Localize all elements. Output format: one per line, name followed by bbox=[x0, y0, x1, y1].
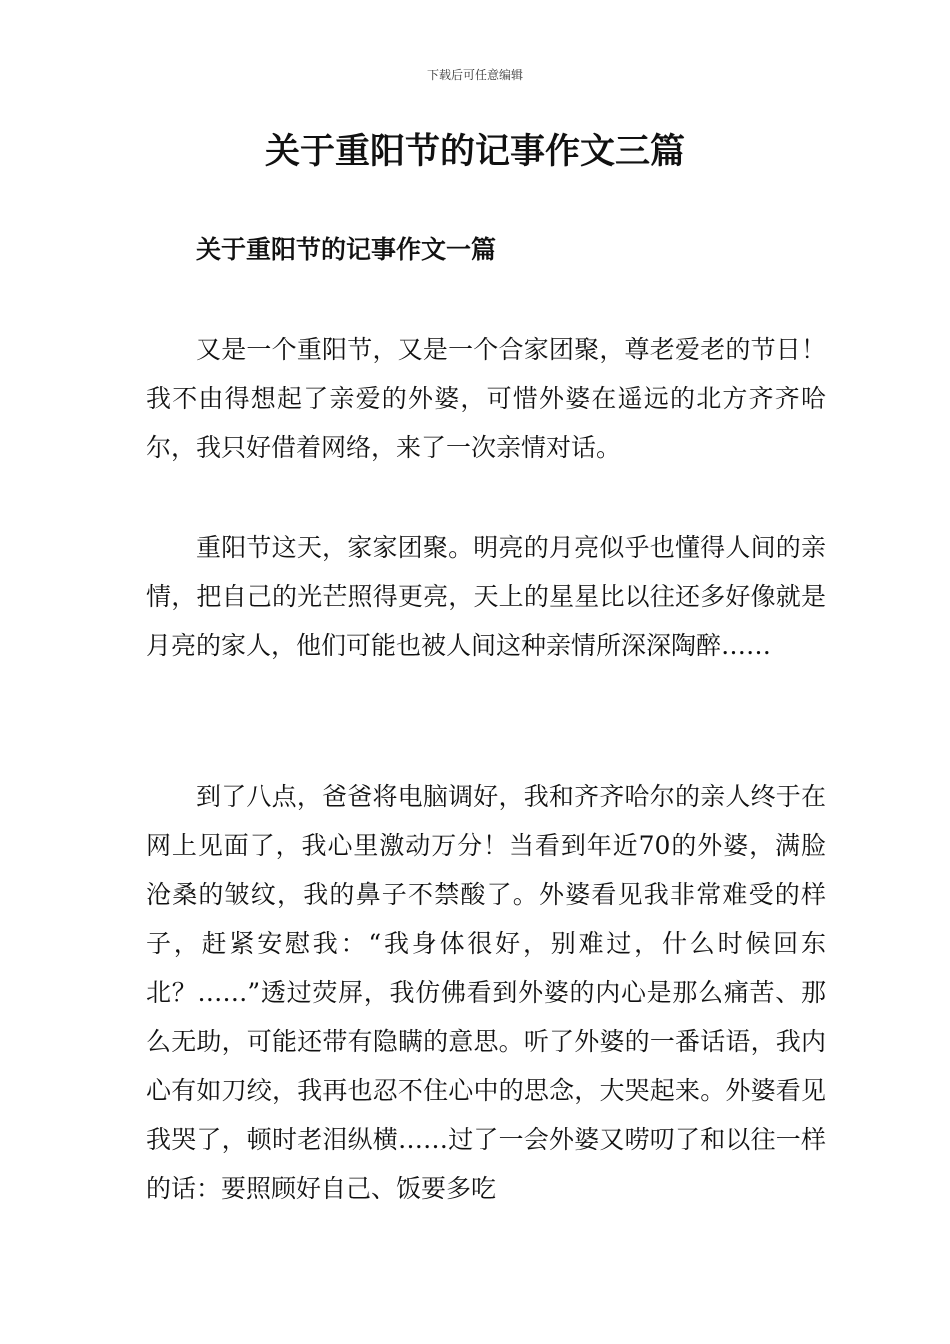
paragraph-2: 重阳节这天，家家团聚。明亮的月亮似乎也懂得人间的亲情，把自己的光芒照得更亮，天上的星星比以往还多好像就是月亮的家人，他们可能也被人间这种亲情所深深陶醉…… bbox=[146, 533, 826, 660]
section-heading: 关于重阳节的记事作文一篇 bbox=[196, 235, 497, 264]
paragraph-3: 到了八点，爸爸将电脑调好，我和齐齐哈尔的亲人终于在网上见面了，我心里激动万分！当看到年近70的外婆，满脸沧桑的皱纹，我的鼻子不禁酸了。外婆看见我非常难受的样子，赶紧安慰我：“我身体很好，别难过，什么时候回东北？……”透过荧屏，我仿佛看到外婆的内心是那么痛苦、那么无助，可能还带有隐瞒的意思。听了外婆的一番话语，我内心有如刀绞，我再也忍不住心中的思念，大哭起来。外婆看见我哭了，顿时老泪纵横……过了一会外婆又唠叨了和以往一样的话：要照顾好自己、饭要多吃 bbox=[146, 782, 826, 1203]
download-note: 下载后可任意编辑 bbox=[426, 68, 523, 82]
paragraph-1: 又是一个重阳节，又是一个合家团聚，尊老爱老的节日！我不由得想起了亲爱的外婆，可惜外婆在遥远的北方齐齐哈尔，我只好借着网络，来了一次亲情对话。 bbox=[146, 335, 826, 462]
document-title: 关于重阳节的记事作文三篇 bbox=[264, 131, 685, 172]
